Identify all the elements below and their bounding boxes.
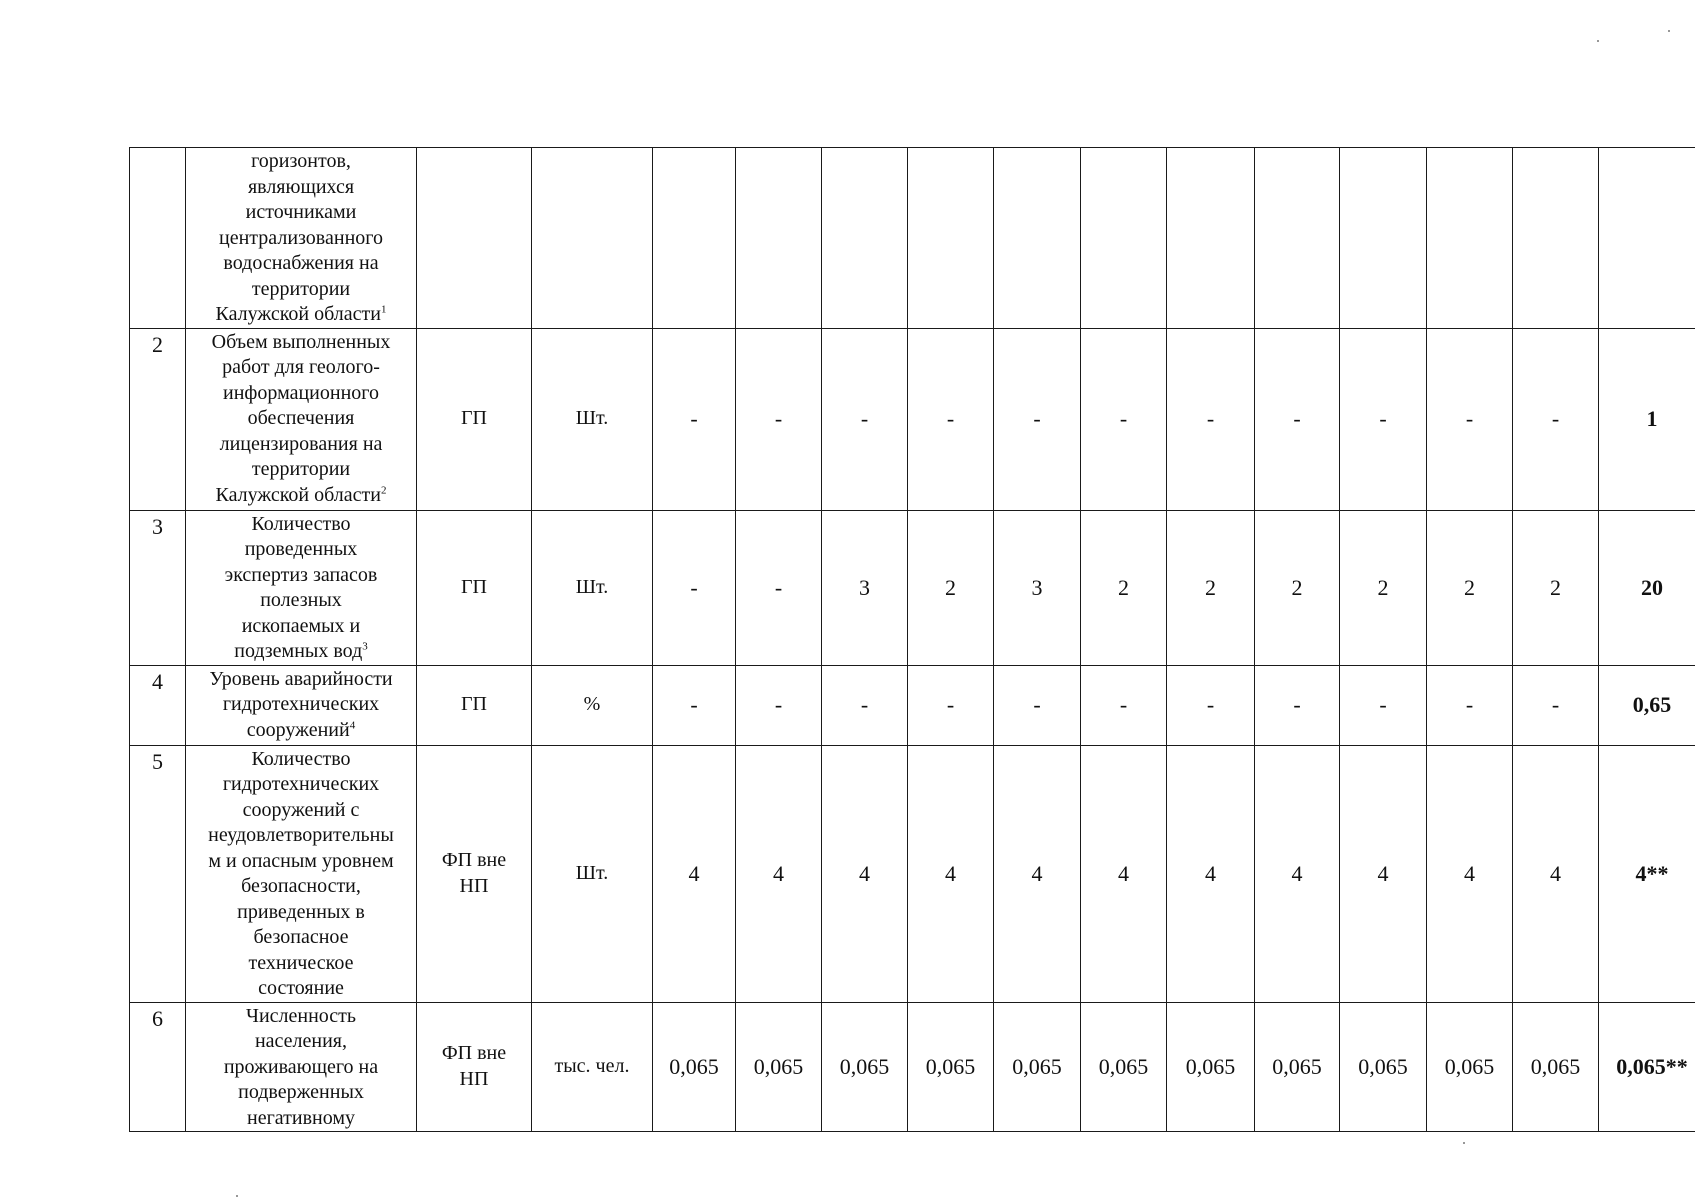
indicator-name-text: территории xyxy=(251,458,351,480)
year-value-cell xyxy=(1255,745,1340,1002)
year-value-cell xyxy=(1340,665,1427,745)
total-value: 20 xyxy=(1641,574,1663,600)
year-value: 2 xyxy=(945,574,956,600)
year-value-cell xyxy=(1340,510,1427,665)
year-value: - xyxy=(1206,692,1215,718)
indicator-name-line xyxy=(188,330,414,356)
year-value-cell xyxy=(653,665,736,745)
program-type-cell xyxy=(417,328,532,510)
footnote-marker: 4 xyxy=(349,718,356,731)
year-value-cell xyxy=(908,510,994,665)
indicator-name-line xyxy=(188,1080,414,1106)
year-value: 2 xyxy=(1291,574,1303,600)
year-value: 4 xyxy=(773,860,784,886)
year-value: 0,065 xyxy=(1185,1054,1236,1079)
indicator-name-text: работ для геолого- xyxy=(222,356,380,378)
program-type-line xyxy=(419,692,529,718)
program-type-text: ФП вне xyxy=(441,849,507,871)
indicator-name-line xyxy=(188,251,414,277)
year-value: 4 xyxy=(1291,860,1303,886)
table-row xyxy=(130,510,1695,665)
indicator-name-text: Количество xyxy=(251,747,351,770)
year-value-cell xyxy=(1255,665,1340,745)
row-number: 4 xyxy=(152,668,163,694)
year-value-cell xyxy=(908,745,994,1002)
indicator-name-line xyxy=(188,976,414,1002)
indicator-name-text: Численность xyxy=(245,1004,357,1027)
year-value-cell xyxy=(1427,510,1513,665)
year-value: 4 xyxy=(1464,860,1475,886)
year-value: 0,065 xyxy=(1530,1054,1581,1079)
year-value-cell xyxy=(1513,148,1599,329)
year-value: - xyxy=(690,692,698,718)
indicator-name-text: неудовлетворительны xyxy=(208,824,394,846)
indicator-name-line xyxy=(188,200,414,226)
year-value-cell xyxy=(1427,328,1513,510)
year-value: 4 xyxy=(1205,860,1216,886)
indicator-name-cell xyxy=(186,665,417,745)
indicator-name-line xyxy=(188,772,414,798)
program-type-text: НП xyxy=(459,874,489,897)
indicator-name-text: техническое xyxy=(248,951,354,974)
year-value-cell xyxy=(736,148,822,329)
program-type-line xyxy=(419,406,529,432)
unit-cell xyxy=(532,1002,653,1132)
year-value-cell xyxy=(908,1002,994,1132)
year-value: 0,065 xyxy=(1358,1054,1408,1079)
indicator-name-line xyxy=(188,692,414,718)
indicator-name-line xyxy=(188,457,414,483)
year-value: - xyxy=(860,406,869,432)
year-value-cell xyxy=(1167,328,1255,510)
indicator-name-line xyxy=(188,614,414,640)
indicator-name-line xyxy=(188,149,414,175)
year-value: 2 xyxy=(1118,574,1129,600)
year-value: - xyxy=(774,574,783,600)
indicator-name-line xyxy=(188,563,414,589)
total-value-cell xyxy=(1599,665,1695,745)
footnote-marker: 2 xyxy=(380,483,387,496)
unit-text: Шт. xyxy=(575,861,609,884)
total-value-cell xyxy=(1599,510,1695,665)
indicator-name-text: сооружений xyxy=(246,718,350,741)
year-value: 2 xyxy=(1205,574,1216,600)
indicator-name-cell xyxy=(186,510,417,665)
indicator-name-text: водоснабжения на xyxy=(223,252,379,274)
total-value-cell xyxy=(1599,328,1695,510)
total-value: 0,065** xyxy=(1616,1054,1688,1079)
indicator-name-line xyxy=(188,381,414,407)
program-type-line xyxy=(419,848,529,874)
indicator-name-text: гидротехнических xyxy=(222,773,380,795)
year-value: - xyxy=(1033,692,1041,718)
year-value-cell xyxy=(908,328,994,510)
indicators-body xyxy=(130,148,1695,1132)
year-value-cell xyxy=(1427,745,1513,1002)
indicator-name-text: Количество xyxy=(251,512,351,535)
row-number-cell xyxy=(130,1002,186,1132)
scan-speck-4 xyxy=(236,1195,238,1197)
indicator-name-text: горизонтов, xyxy=(251,150,351,172)
indicator-name-text: полезных xyxy=(260,589,342,611)
indicator-name-cell xyxy=(186,745,417,1002)
row-number-cell xyxy=(130,328,186,510)
indicator-name-line xyxy=(188,588,414,614)
indicator-name-line xyxy=(188,406,414,432)
indicator-name-text: подверженных xyxy=(238,1081,364,1103)
indicator-name-line xyxy=(188,823,414,849)
year-value: - xyxy=(1119,692,1128,718)
indicator-name-line xyxy=(188,277,414,303)
indicator-name-text: централизованного xyxy=(219,226,383,249)
year-value-cell xyxy=(822,510,908,665)
year-value: - xyxy=(1465,692,1474,718)
year-value: - xyxy=(1551,406,1560,432)
indicator-name-text: приведенных в xyxy=(237,900,365,923)
year-value: 0,065 xyxy=(1098,1054,1149,1079)
year-value: 0,065 xyxy=(1012,1054,1062,1079)
indicator-name-line xyxy=(188,718,414,744)
year-value-cell xyxy=(1513,745,1599,1002)
year-value-cell xyxy=(1513,1002,1599,1132)
program-type-cell xyxy=(417,745,532,1002)
row-number: 3 xyxy=(152,513,163,539)
year-value-cell xyxy=(1081,328,1167,510)
program-type-cell xyxy=(417,510,532,665)
row-number: 2 xyxy=(152,331,163,357)
indicator-name-text: сооружений с xyxy=(242,798,360,821)
indicator-name-text: источниками xyxy=(245,201,357,223)
year-value-cell xyxy=(736,1002,822,1132)
indicator-name-line xyxy=(188,900,414,926)
indicator-name-text: ископаемых и xyxy=(241,614,361,637)
year-value: 3 xyxy=(1031,574,1043,600)
row-number-cell xyxy=(130,665,186,745)
indicator-name-text: проведенных xyxy=(244,538,358,560)
table-row xyxy=(130,148,1695,329)
year-value: 4 xyxy=(1550,860,1561,886)
year-value-cell xyxy=(1340,745,1427,1002)
year-value-cell xyxy=(908,148,994,329)
indicator-name-text: населения, xyxy=(254,1030,348,1052)
year-value: - xyxy=(1033,406,1041,432)
year-value: 4 xyxy=(1118,860,1129,886)
year-value-cell xyxy=(1255,148,1340,329)
year-value: 4 xyxy=(688,860,700,886)
year-value-cell xyxy=(653,328,736,510)
unit-cell xyxy=(532,665,653,745)
indicator-name-text: безопасное xyxy=(253,926,349,948)
indicator-name-cell xyxy=(186,148,417,329)
year-value-cell xyxy=(1427,148,1513,329)
year-value-cell xyxy=(908,665,994,745)
table-row xyxy=(130,745,1695,1002)
unit-cell xyxy=(532,148,653,329)
year-value: 4 xyxy=(1031,860,1043,886)
year-value-cell xyxy=(822,328,908,510)
year-value-cell xyxy=(1167,745,1255,1002)
year-value: 0,065 xyxy=(839,1054,890,1079)
year-value-cell xyxy=(653,745,736,1002)
indicator-name-line xyxy=(188,355,414,381)
year-value: - xyxy=(946,406,955,432)
indicator-name-text: безопасности, xyxy=(241,875,361,897)
indicator-name-text: экспертиз запасов xyxy=(224,563,378,586)
unit-text: % xyxy=(583,693,601,716)
year-value: 4 xyxy=(945,860,956,886)
row-number: 6 xyxy=(152,1005,163,1031)
program-type-line xyxy=(419,575,529,601)
year-value-cell xyxy=(736,665,822,745)
year-value-cell xyxy=(1427,1002,1513,1132)
program-type-text: НП xyxy=(459,1067,489,1090)
indicator-name-text: гидротехнических xyxy=(222,693,380,715)
indicator-name-line xyxy=(188,1029,414,1055)
program-type-cell xyxy=(417,1002,532,1132)
table-row xyxy=(130,665,1695,745)
program-type-text: ГП xyxy=(460,575,487,598)
table-row xyxy=(130,1002,1695,1132)
year-value-cell xyxy=(653,510,736,665)
total-value: 0,65 xyxy=(1632,692,1672,718)
year-value-cell xyxy=(736,510,822,665)
indicator-name-line xyxy=(188,175,414,201)
footnote-marker: 1 xyxy=(380,303,387,316)
year-value: 0,065 xyxy=(1444,1054,1495,1079)
year-value-cell xyxy=(994,1002,1081,1132)
indicator-name-line xyxy=(188,1004,414,1030)
indicator-name-cell xyxy=(186,328,417,510)
indicator-name-line xyxy=(188,302,414,328)
year-value: - xyxy=(860,692,869,718)
unit-cell xyxy=(532,745,653,1002)
year-value: 0,065 xyxy=(1272,1054,1322,1079)
year-value: 0,065 xyxy=(753,1054,804,1079)
unit-cell xyxy=(532,328,653,510)
year-value-cell xyxy=(994,148,1081,329)
program-type-text: ФП вне xyxy=(441,1042,507,1065)
indicator-name-text: информационного xyxy=(223,381,379,404)
indicator-name-text: состояние xyxy=(258,977,344,999)
indicator-name-text: м и опасным уровнем xyxy=(208,849,394,872)
indicator-name-text: проживающего на xyxy=(223,1055,379,1078)
program-type-cell xyxy=(417,148,532,329)
scan-speck-3 xyxy=(1463,1142,1465,1144)
year-value: - xyxy=(1379,406,1387,432)
year-value-cell xyxy=(994,745,1081,1002)
year-value-cell xyxy=(1167,148,1255,329)
unit-text: Шт. xyxy=(575,575,609,598)
table-row xyxy=(130,328,1695,510)
year-value: - xyxy=(1465,406,1474,432)
indicator-name-line xyxy=(188,667,414,693)
year-value-cell xyxy=(1255,328,1340,510)
year-value: - xyxy=(1293,692,1301,718)
year-value: 4 xyxy=(1377,860,1389,886)
year-value-cell xyxy=(1427,665,1513,745)
total-value-cell xyxy=(1599,148,1695,329)
year-value: - xyxy=(1551,692,1560,718)
year-value: 2 xyxy=(1464,574,1475,600)
year-value-cell xyxy=(1255,1002,1340,1132)
year-value-cell xyxy=(1167,665,1255,745)
year-value: 4 xyxy=(859,860,870,886)
year-value-cell xyxy=(1081,148,1167,329)
indicator-name-line xyxy=(188,1106,414,1132)
row-number: 5 xyxy=(152,748,163,774)
indicator-name-text: Калужской области xyxy=(215,483,381,506)
year-value-cell xyxy=(736,745,822,1002)
year-value-cell xyxy=(1513,510,1599,665)
indicator-name-line xyxy=(188,512,414,538)
year-value-cell xyxy=(994,665,1081,745)
year-value: - xyxy=(690,406,698,432)
year-value-cell xyxy=(736,328,822,510)
year-value-cell xyxy=(822,665,908,745)
year-value: - xyxy=(774,692,783,718)
year-value-cell xyxy=(1081,1002,1167,1132)
year-value-cell xyxy=(1167,1002,1255,1132)
indicator-name-line xyxy=(188,1055,414,1081)
program-type-text: ГП xyxy=(460,407,487,430)
year-value-cell xyxy=(653,1002,736,1132)
year-value-cell xyxy=(1513,328,1599,510)
year-value-cell xyxy=(1340,148,1427,329)
program-type-line xyxy=(419,1041,529,1067)
indicator-name-text: негативному xyxy=(246,1106,355,1129)
year-value-cell xyxy=(822,745,908,1002)
row-number-cell xyxy=(130,148,186,329)
indicator-name-line xyxy=(188,849,414,875)
year-value: - xyxy=(774,406,783,432)
footnote-marker: 3 xyxy=(362,640,368,653)
year-value: 0,065 xyxy=(669,1054,719,1079)
indicator-name-line xyxy=(188,226,414,252)
year-value-cell xyxy=(1255,510,1340,665)
indicator-name-line xyxy=(188,951,414,977)
indicator-name-text: Уровень аварийности xyxy=(209,667,393,690)
program-type-cell xyxy=(417,665,532,745)
year-value: - xyxy=(946,692,955,718)
year-value: - xyxy=(1379,692,1387,718)
year-value-cell xyxy=(1167,510,1255,665)
year-value-cell xyxy=(1340,328,1427,510)
year-value-cell xyxy=(653,148,736,329)
year-value-cell xyxy=(994,510,1081,665)
indicator-name-line xyxy=(188,747,414,773)
indicator-name-line xyxy=(188,639,414,665)
unit-text: тыс. чел. xyxy=(554,1055,630,1077)
row-number-cell xyxy=(130,745,186,1002)
indicator-name-text: Калужской области xyxy=(215,303,381,325)
indicator-name-line xyxy=(188,874,414,900)
indicator-name-text: территории xyxy=(251,277,351,300)
indicator-name-text: лицензирования на xyxy=(219,432,383,455)
indicator-name-line xyxy=(188,432,414,458)
program-type-line xyxy=(419,1067,529,1093)
program-type-text: ГП xyxy=(460,693,487,716)
indicator-name-line xyxy=(188,798,414,824)
year-value-cell xyxy=(1081,665,1167,745)
indicator-name-line xyxy=(188,537,414,563)
year-value: - xyxy=(1119,406,1128,432)
total-value-cell xyxy=(1599,1002,1695,1132)
total-value: 4** xyxy=(1635,860,1669,886)
year-value-cell xyxy=(822,148,908,329)
program-type-line xyxy=(419,874,529,900)
year-value: - xyxy=(1293,406,1301,432)
year-value-cell xyxy=(994,328,1081,510)
scan-speck-2 xyxy=(1668,30,1670,32)
year-value: 3 xyxy=(859,574,870,600)
year-value: - xyxy=(690,574,698,600)
unit-cell xyxy=(532,510,653,665)
year-value: 0,065 xyxy=(925,1054,976,1079)
year-value-cell xyxy=(1081,745,1167,1002)
scan-speck-1 xyxy=(1597,40,1599,42)
indicator-name-line xyxy=(188,483,414,509)
indicator-name-text: подземных вод xyxy=(234,640,363,662)
year-value: - xyxy=(1206,406,1215,432)
total-value: 1 xyxy=(1646,406,1658,432)
total-value-cell xyxy=(1599,745,1695,1002)
year-value-cell xyxy=(822,1002,908,1132)
year-value-cell xyxy=(1081,510,1167,665)
year-value-cell xyxy=(1513,665,1599,745)
unit-text: Шт. xyxy=(575,407,609,430)
row-number-cell xyxy=(130,510,186,665)
indicator-name-line xyxy=(188,925,414,951)
indicator-name-cell xyxy=(186,1002,417,1132)
year-value: 2 xyxy=(1377,574,1389,600)
indicators-table xyxy=(129,147,1695,1132)
indicator-name-text: Объем выполненных xyxy=(211,330,391,353)
year-value: 2 xyxy=(1550,574,1561,600)
year-value-cell xyxy=(1340,1002,1427,1132)
indicator-name-text: обеспечения xyxy=(247,407,355,429)
indicator-name-text: являющихся xyxy=(247,175,355,198)
